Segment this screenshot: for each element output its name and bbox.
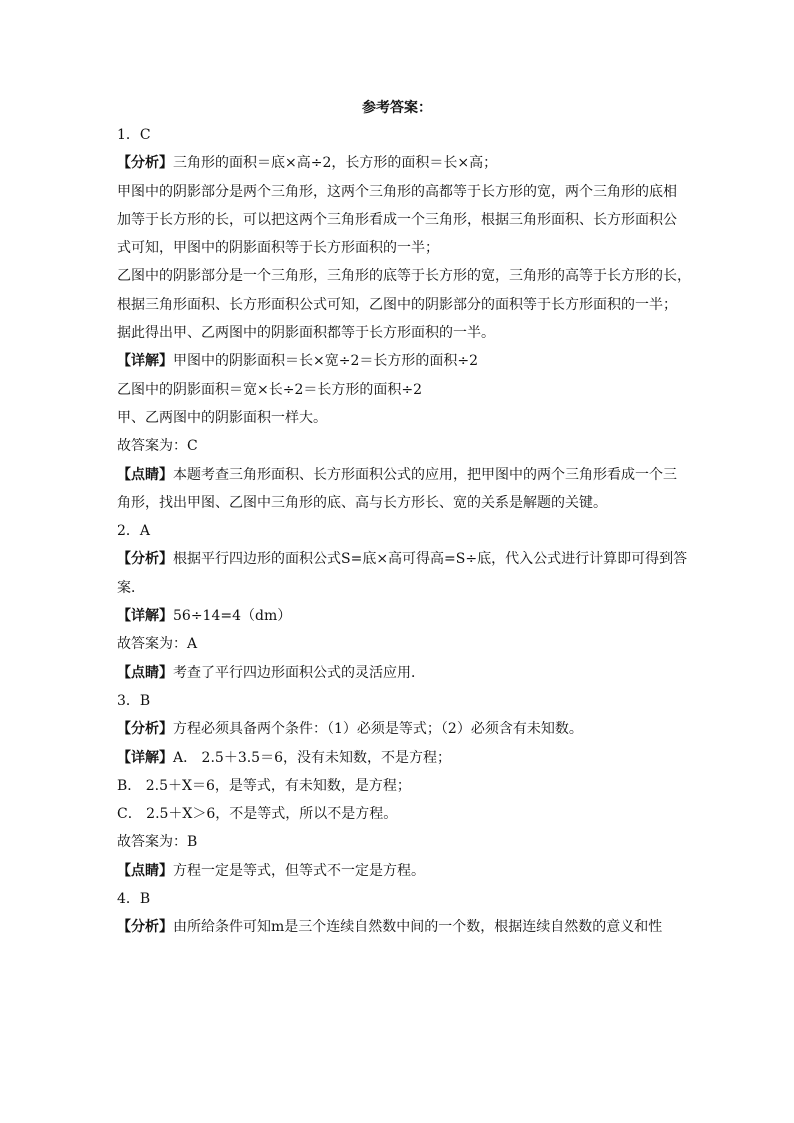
answer-line <box>117 206 677 234</box>
answer-line <box>117 432 677 460</box>
line-text: 56÷14=4（dm） <box>173 608 292 625</box>
answer-line <box>117 121 677 149</box>
answer-line <box>117 687 677 715</box>
line-text: 甲图中的阴影面积＝长×宽÷2＝长方形的面积÷2 <box>173 353 479 370</box>
answer-line <box>117 262 691 290</box>
line-text: 4．B <box>117 891 151 908</box>
answer-line <box>117 659 677 687</box>
line-text: C． 2.5＋X＞6，不是等式，所以不是方程。 <box>117 806 398 823</box>
line-text: 角形，找出甲图、乙图中三角形的底、高与长方形长、宽的关系是解题的关键。 <box>117 494 607 511</box>
line-text: 故答案为：C <box>117 438 198 455</box>
answer-line <box>117 404 677 432</box>
answer-line <box>117 772 677 800</box>
section-tag: 【点睛】 <box>117 466 173 483</box>
line-text: A． 2.5＋3.5＝6，没有未知数，不是方程； <box>173 749 451 766</box>
line-text: 据此得出甲、乙两图中的阴影面积都等于长方形面积的一半。 <box>117 325 495 342</box>
answer-line <box>117 319 677 347</box>
answer-line <box>117 602 677 630</box>
section-tag: 【分析】 <box>117 551 173 568</box>
answer-line <box>117 715 677 743</box>
answer-line <box>117 885 677 913</box>
answer-line <box>117 489 677 517</box>
line-text: 甲、乙两图中的阴影面积一样大。 <box>117 409 327 426</box>
answer-line <box>117 234 677 262</box>
answer-line <box>117 744 677 772</box>
line-text: 方程一定是等式，但等式不一定是方程。 <box>173 862 425 879</box>
section-tag: 【点睛】 <box>117 664 173 681</box>
answer-line <box>117 149 677 177</box>
line-text: 1．C <box>117 127 151 143</box>
line-text: 根据平行四边形的面积公式S=底×高可得高=S÷底，代入公式进行计算即可得到答 <box>173 551 688 568</box>
answer-line <box>117 545 688 573</box>
line-text: 故答案为：A <box>117 636 198 653</box>
line-text: 三角形的面积＝底×高÷2，长方形的面积＝长×高； <box>173 155 498 172</box>
line-text: 式可知，甲图中的阴影面积等于长方形面积的一半； <box>117 240 439 257</box>
line-text: 加等于长方形的长，可以把这两个三角形看成一个三角形，根据三角形面积、长方形面积公 <box>117 211 677 228</box>
answer-line <box>117 857 677 885</box>
line-text: 本题考查三角形面积、长方形面积公式的应用，把甲图中的两个三角形看成一个三 <box>173 466 677 483</box>
section-tag: 【详解】 <box>117 608 173 625</box>
line-text: 3．B <box>117 692 151 709</box>
answer-line <box>117 291 677 319</box>
answer-line <box>117 574 677 602</box>
line-text: 2．A <box>117 523 151 540</box>
line-text: 甲图中的阴影部分是两个三角形，这两个三角形的高都等于长方形的宽，两个三角形的底相 <box>117 183 677 200</box>
answer-line <box>117 461 677 489</box>
line-text: 案． <box>117 579 145 596</box>
section-tag: 【分析】 <box>117 155 173 172</box>
answer-line <box>117 347 677 375</box>
line-text: 乙图中的阴影面积＝宽×长÷2＝长方形的面积÷2 <box>117 381 423 398</box>
line-text: 根据三角形面积、长方形面积公式可知，乙图中的阴影部分的面积等于长方形面积的一半； <box>117 296 677 313</box>
section-tag: 【详解】 <box>117 749 173 766</box>
answer-line <box>117 828 677 856</box>
answer-content <box>117 121 691 942</box>
line-text: 乙图中的阴影部分是一个三角形，三角形的底等于长方形的宽，三角形的高等于长方形的长， <box>117 268 691 285</box>
page-title: 参考答案： <box>362 100 432 116</box>
answer-line <box>117 178 677 206</box>
answer-line <box>117 517 677 545</box>
answer-line <box>117 630 677 658</box>
section-tag: 【分析】 <box>117 919 173 936</box>
line-text: B． 2.5＋X＝6，是等式，有未知数，是方程； <box>117 777 411 794</box>
section-tag: 【分析】 <box>117 721 173 738</box>
answer-line <box>117 913 677 941</box>
line-text: 故答案为：B <box>117 834 198 851</box>
line-text: 由所给条件可知m是三个连续自然数中间的一个数，根据连续自然数的意义和性 <box>173 919 663 936</box>
answer-line <box>117 800 677 828</box>
section-tag: 【点睛】 <box>117 862 173 879</box>
line-text: 考查了平行四边形面积公式的灵活应用． <box>173 664 425 681</box>
answer-line <box>117 376 677 404</box>
line-text: 方程必须具备两个条件：（1）必须是等式；（2）必须含有未知数。 <box>173 721 583 738</box>
section-tag: 【详解】 <box>117 353 173 370</box>
